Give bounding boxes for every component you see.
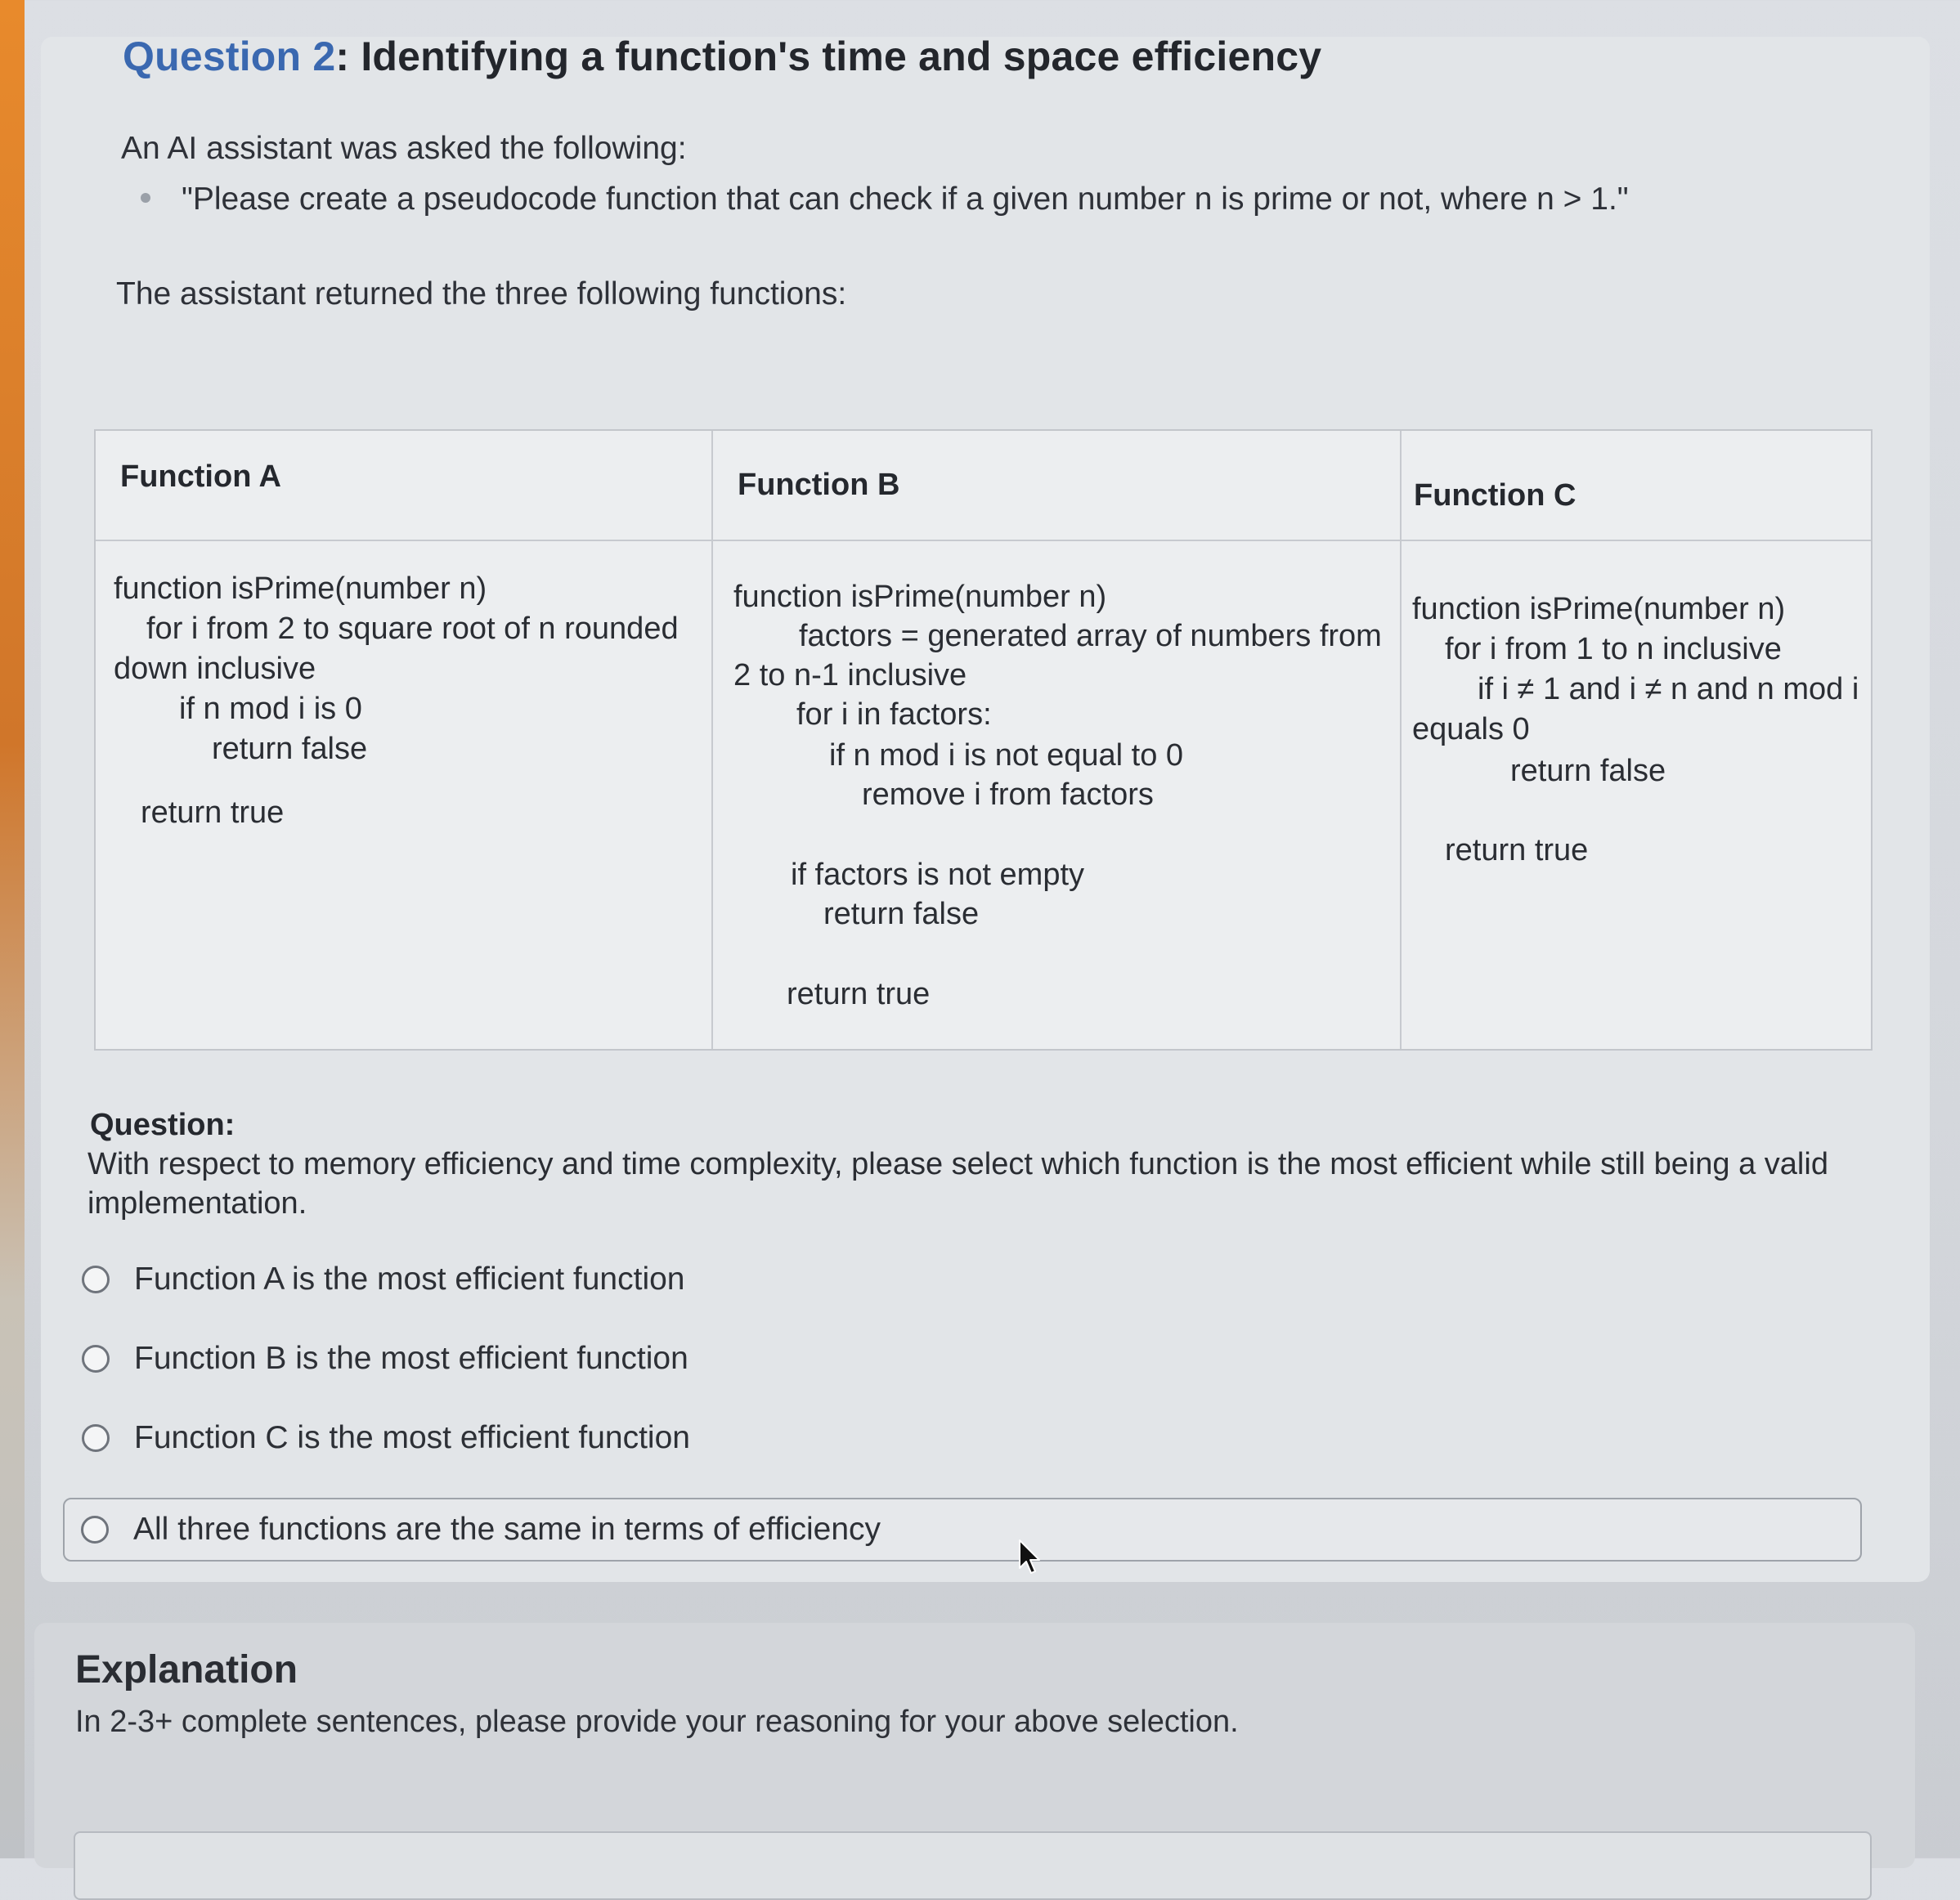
function-a-line: function isPrime(number n)	[114, 571, 487, 606]
radio-circle-icon[interactable]	[81, 1516, 109, 1544]
function-b-line: function isPrime(number n)	[733, 580, 1107, 614]
option-label: Function A is the most efficient function	[134, 1261, 685, 1297]
header-function-c: Function C	[1414, 478, 1577, 513]
page-title	[123, 33, 1321, 80]
function-b-line: remove i from factors	[862, 777, 1154, 812]
function-a-line: return false	[212, 732, 368, 766]
radio-circle-icon[interactable]	[82, 1345, 110, 1373]
radio-circle-icon[interactable]	[82, 1266, 110, 1293]
function-c-line: for i from 1 to n inclusive	[1445, 632, 1782, 666]
function-c-line: return false	[1510, 754, 1666, 788]
function-b-line: return true	[787, 977, 931, 1011]
option-function-b[interactable]	[82, 1330, 688, 1387]
prompt-quote: "Please create a pseudocode function that can check if a given number n is prime or not, where n > 1."	[182, 181, 1629, 217]
question-label: Question:	[90, 1108, 235, 1142]
column-divider	[1400, 431, 1402, 1049]
header-divider	[96, 540, 1871, 541]
functions-table	[94, 429, 1873, 1051]
function-a-line: down inclusive	[114, 652, 316, 686]
question-title-text: : Identifying a function's time and space efficiency	[335, 34, 1322, 79]
function-c-line: if i ≠ 1 and i ≠ n and n mod i	[1478, 672, 1859, 706]
header-function-b: Function B	[738, 468, 900, 502]
column-divider	[711, 431, 713, 1049]
option-function-c[interactable]	[82, 1409, 690, 1467]
option-all-same[interactable]	[63, 1498, 1862, 1562]
option-label: All three functions are the same in terms of efficiency	[133, 1512, 881, 1547]
explanation-answer-input[interactable]	[74, 1831, 1872, 1900]
bullet-dot-icon	[141, 193, 150, 203]
function-c-line: return true	[1445, 833, 1589, 867]
function-b-line: return false	[823, 897, 980, 931]
question-number: Question 2	[123, 34, 336, 79]
function-b-line: for i in factors:	[796, 697, 992, 732]
function-a-line: if n mod i is 0	[179, 692, 362, 726]
function-b-line: if factors is not empty	[791, 858, 1085, 892]
window-edge-strip	[0, 0, 25, 1858]
option-function-a[interactable]	[82, 1251, 685, 1308]
option-label: Function B is the most efficient function	[134, 1341, 688, 1376]
explanation-title: Explanation	[75, 1648, 298, 1692]
option-label: Function C is the most efficient function	[134, 1420, 690, 1455]
header-function-a: Function A	[120, 459, 281, 494]
function-a-line: return true	[141, 795, 285, 830]
intro-text: An AI assistant was asked the following:	[121, 131, 687, 166]
radio-circle-icon[interactable]	[82, 1424, 110, 1452]
function-c-line: function isPrime(number n)	[1412, 592, 1786, 626]
explanation-instructions: In 2-3+ complete sentences, please provide your reasoning for your above selection.	[75, 1705, 1239, 1739]
function-b-line: 2 to n-1 inclusive	[733, 658, 967, 692]
function-a-line: for i from 2 to square root of n rounded	[146, 612, 679, 646]
returned-text: The assistant returned the three following functions:	[116, 276, 847, 311]
function-b-line: factors = generated array of numbers from	[799, 619, 1382, 653]
question-text: With respect to memory efficiency and time complexity, please select which function is the most efficient while still being a valid implementation.	[87, 1147, 1828, 1221]
function-b-line: if n mod i is not equal to 0	[829, 738, 1184, 773]
function-c-line: equals 0	[1412, 712, 1530, 746]
mouse-pointer-icon	[1018, 1539, 1043, 1576]
